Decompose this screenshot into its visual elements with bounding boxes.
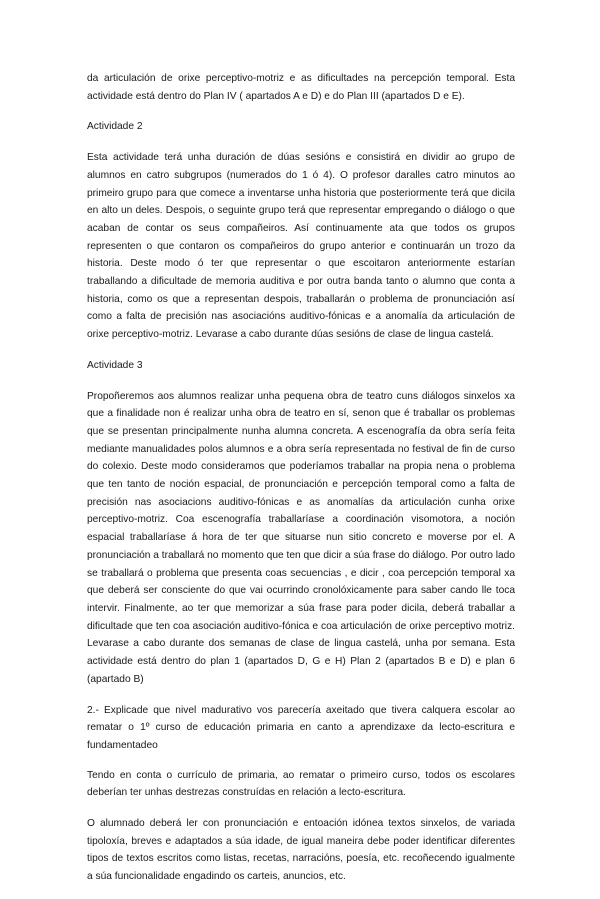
paragraph-intro-continuation: da articulación de orixe perceptivo-motriz e as dificultades na percepción temporal. Esta actividade está dentro do Plan IV ( apartados A e D) e do Plan III (apartados D e E). [87, 73, 515, 102]
paragraph-question-2: 2.- Explicade que nivel madurativo vos parecería axeitado que tivera calquera escolar ao rematar o 1º curso de educación primaria en canto a aprendizaxe da lecto-escritura e fundamentadeo [87, 704, 515, 751]
paragraph-actividade-3: Propoñeremos aos alumnos realizar unha pequena obra de teatro cuns diálogos sinxelos xa que a finalidade non é realizar unha obra de teatro en sí, senon que é traballar os problemas que se presentan principalmente nunha alumna concreta. A escenografía da obra sería feita mediante manualidades polos alumnos e a obra sería representada no festival de fin de curso do colexio. Deste modo consideramos que poderíamos traballar na propia nena o problema que ten tanto de noción espacial, de pronunciación e percepción temporal como a falta de precisión nas asociacions auditivo-fónicas e as anomalías da articulación cunha orixe perceptivo-motriz. Coa escenografía traballaríase a coordinación visomotora, a noción espacial traballaríase á hora de ter que situarse nun sitio concreto e moverse por el. A pronunciación a traballará no momento que ten que dicir a súa frase do diálogo. Por outro lado se traballará o problema que presenta coas secuencias , e dicir , coa percepción temporal xa que deberá ser consciente do que vai ocurrindo cronolóxicamente para saber cando lle toca intervir. Finalmente, ao ter que memorizar a súa frase para poder dicila, deberá traballar a dificultade que ten coa asociación auditivo-fónica e coa articulación de orixe perceptivo motriz. Levarase a cabo durante dos semanas de clase de lingua castelá, unha por semana. Esta actividade está dentro do plan 1 (apartados D, G e H) Plan 2 (apartados B e D) e plan 6 (apartado B) [87, 390, 515, 685]
paragraph-alumnado: O alumnado deberá ler con pronunciación e entoación idónea textos sinxelos, de variada tipoloxía, breves e adaptados a súa idade, de igual maneira debe poder identificar diferentes tipos de textos escritos como listas, recetas, narracións, poesía, etc. recoñecendo igualmente a súa funcionalidade engadindo os carteis, anuncios, etc. [87, 818, 515, 883]
paragraph-curriculum: Tendo en conta o currículo de primaria, ao rematar o primeiro curso, todos os escolares deberían ter unhas destrezas construídas en relación a lecto-escritura. [87, 769, 515, 799]
document-page [87, 70, 515, 899]
paragraph-actividade-2: Esta actividade terá unha duración de dúas sesións e consistirá en dividir ao grupo de alumnos en catro subgrupos (numerados do 1 ó 4). O profesor daralles catro minutos ao primeiro grupo para que comece a inventarse unha historia que posteriormente terá que dicila en alto un deles. Despois, o seguinte grupo terá que representar empregando o diálogo o que acaban de contar os seus compañeiros. Así continuamente ata que todos os grupos representen o que contaron os compañeiros do grupo anterior e continuarán un trozo da historia. Deste modo ó ter que representar o que escoitaron anteriormente estarían traballando a dificultade de memoria auditiva e por outra banda tanto o alumno que conta a historia, como os que a representan despois, traballarán o problema de pronunciación así como a falta de precisión nas asociacións auditivo-fónicas e a anomalía da articulación de orixe perceptivo-motriz. Levarase a cabo durante dúas sesións de clase de lingua castelá. [87, 152, 515, 341]
heading-actividade-2: Actividade 2 [87, 121, 143, 133]
heading-actividade-3: Actividade 3 [87, 359, 143, 371]
